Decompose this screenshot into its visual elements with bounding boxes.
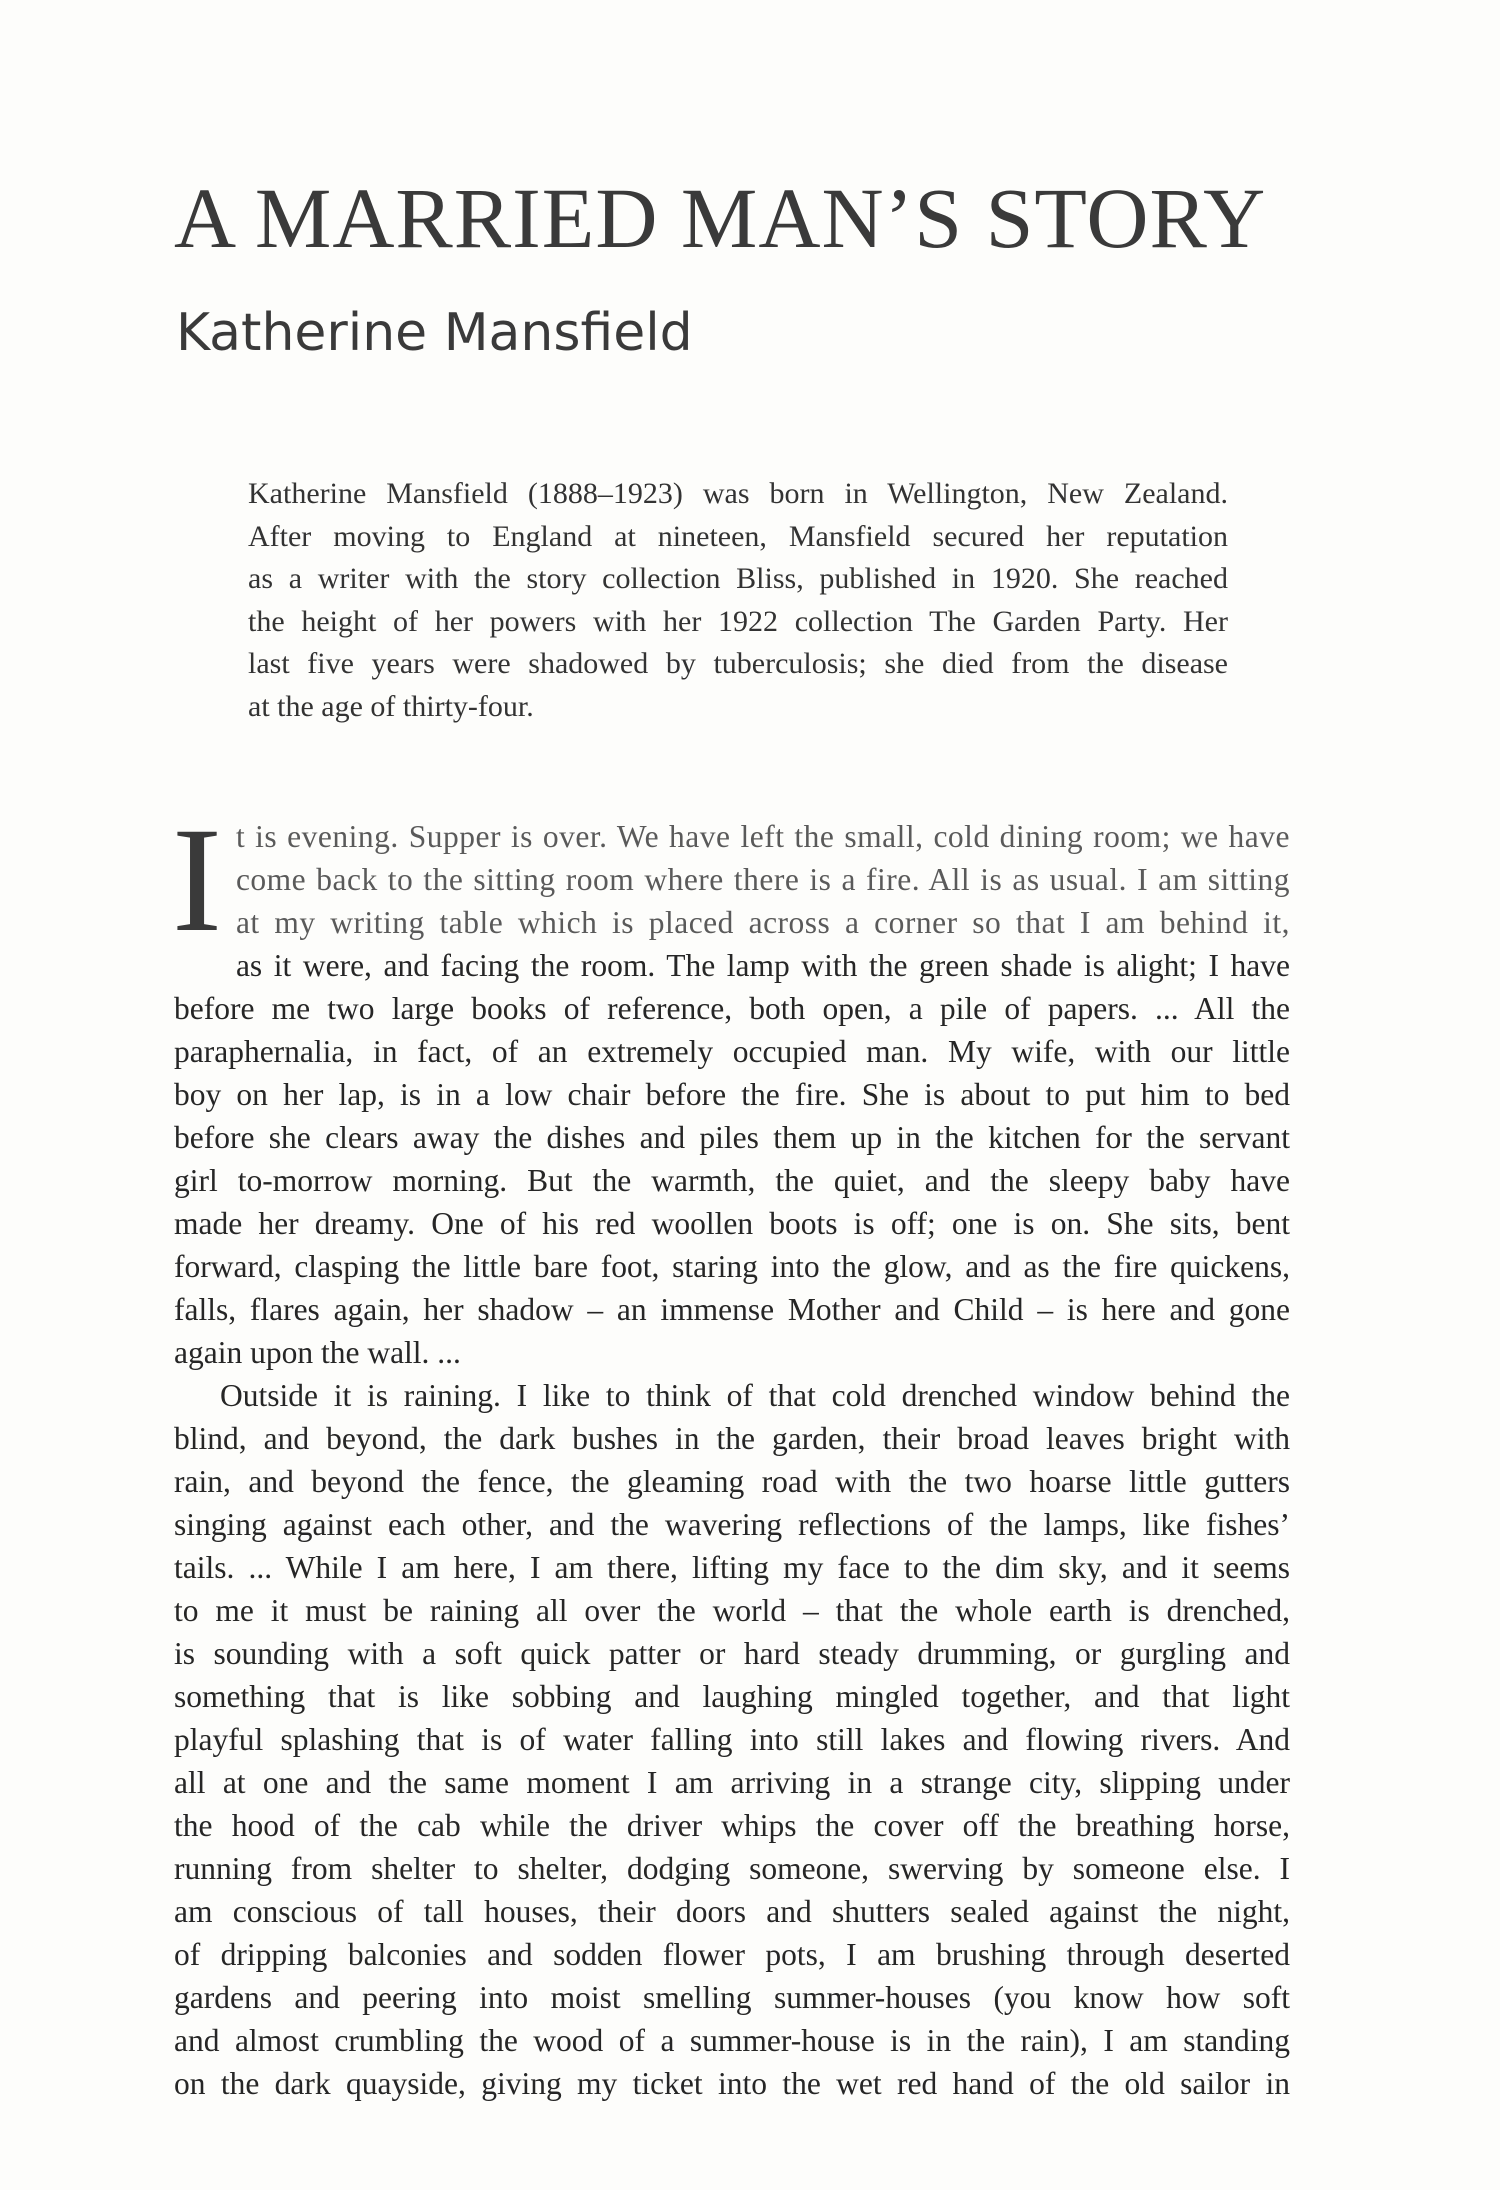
story-line: before she clears away the dishes and piles them up in the kitchen for the servant — [174, 1120, 1290, 1155]
story-line: the hood of the cab while the driver whips the cover off the breathing horse, — [174, 1808, 1290, 1843]
story-line: paraphernalia, in fact, of an extremely occupied man. My wife, with our little — [174, 1034, 1290, 1069]
bio-line: as a writer with the story collection Bliss, published in 1920. She reached — [248, 562, 1228, 595]
story-line: at my writing table which is placed across a corner so that I am behind it, — [235, 905, 1290, 940]
story-line: as it were, and facing the room. The lamp with the green shade is alight; I have — [235, 948, 1290, 983]
story-line: and almost crumbling the wood of a summer-house is in the rain), I am standing — [174, 2023, 1290, 2058]
bio-line: at the age of thirty-four. — [248, 689, 534, 723]
story-line: running from shelter to shelter, dodging someone, swerving by someone else. I — [174, 1851, 1290, 1886]
story-line: am conscious of tall houses, their doors and shutters sealed against the night, — [174, 1894, 1290, 1929]
page-title: A MARRIED MAN’S STORY — [174, 170, 1267, 266]
story-line: is sounding with a soft quick patter or hard steady drumming, or gurgling and — [174, 1636, 1290, 1671]
author-name: Katherine Mansfield — [176, 303, 693, 363]
story-line: to me it must be raining all over the world – that the whole earth is drenched, — [174, 1593, 1290, 1628]
story-line: come back to the sitting room where there is a fire. All is as usual. I am sitting — [235, 862, 1290, 897]
author-bio — [248, 473, 1228, 728]
story-line: boy on her lap, is in a low chair before the fire. She is about to put him to bed — [174, 1077, 1290, 1112]
story-line: of dripping balconies and sodden flower pots, I am brushing through deserted — [174, 1937, 1290, 1972]
story-line: something that is like sobbing and laughing mingled together, and that light — [174, 1679, 1290, 1714]
story-body — [172, 797, 1290, 2105]
story-line: rain, and beyond the fence, the gleaming road with the two hoarse little gutters — [174, 1464, 1290, 1499]
story-line: on the dark quayside, giving my ticket into the wet red hand of the old sailor in — [174, 2066, 1290, 2101]
story-line: falls, flares again, her shadow – an immense Mother and Child – is here and gone — [174, 1292, 1290, 1327]
story-line: forward, clasping the little bare foot, staring into the glow, and as the fire quickens, — [174, 1249, 1290, 1284]
story-line: tails. ... While I am here, I am there, lifting my face to the dim sky, and it seems — [174, 1550, 1290, 1585]
bio-line: the height of her powers with her 1922 collection The Garden Party. Her — [248, 604, 1228, 638]
story-line: all at one and the same moment I am arriving in a strange city, slipping under — [174, 1765, 1290, 1800]
story-line: playful splashing that is of water falling into still lakes and flowing rivers. And — [174, 1722, 1290, 1757]
story-line: gardens and peering into moist smelling summer-houses (you know how soft — [174, 1980, 1290, 2015]
story-line: before me two large books of reference, both open, a pile of papers. ... All the — [174, 991, 1290, 1026]
drop-cap: I — [172, 797, 222, 963]
bio-line: last five years were shadowed by tuberculosis; she died from the disease — [248, 647, 1228, 680]
bio-line: Katherine Mansfield (1888–1923) was born in Wellington, New Zealand. — [248, 477, 1228, 510]
story-line: Outside it is raining. I like to think of that cold drenched window behind the — [220, 1378, 1290, 1413]
story-line: again upon the wall. ... — [174, 1335, 461, 1370]
story-line: t is evening. Supper is over. We have left the small, cold dining room; we have — [235, 819, 1290, 854]
story-line: made her dreamy. One of his red woollen boots is off; one is on. She sits, bent — [174, 1206, 1290, 1241]
story-line: blind, and beyond, the dark bushes in the garden, their broad leaves bright with — [174, 1421, 1290, 1456]
bio-line: After moving to England at nineteen, Mansfield secured her reputation — [248, 519, 1228, 553]
story-line: girl to-morrow morning. But the warmth, the quiet, and the sleepy baby have — [174, 1163, 1290, 1198]
story-line: singing against each other, and the wavering reflections of the lamps, like fishes’ — [174, 1507, 1290, 1542]
